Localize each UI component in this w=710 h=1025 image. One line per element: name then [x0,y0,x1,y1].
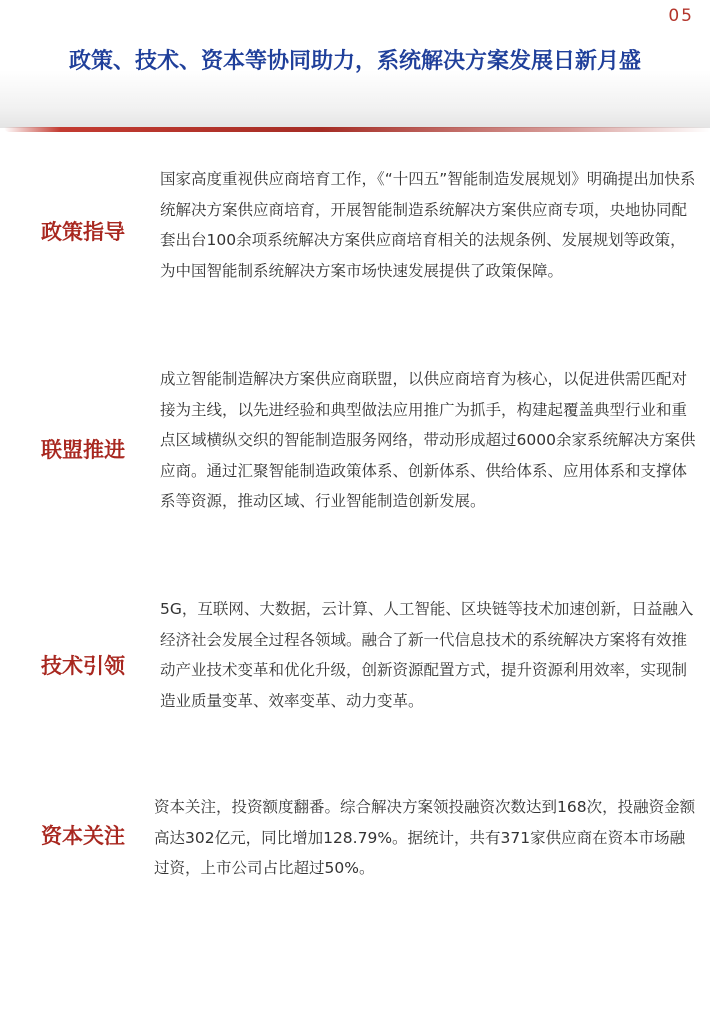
section-body: 资本关注，投资额度翻番。综合解决方案领投融资次数达到168次，投融资金额高达302亿元，同比增加128.79%。据统计，共有371家供应商在资本市场融过资，上市公司占比超过50%。 [154,798,696,877]
section-body: 成立智能制造解决方案供应商联盟，以供应商培育为核心，以促进供需匹配对接为主线，以先进经验和典型做法应用推广为抓手，构建起覆盖典型行业和重点区域横纵交织的智能制造服务网络，带动形成超过6000余家系统解决方案供应商。通过汇聚智能制造政策体系、创新体系、供给体系、应用体系和支撑体系等资源，推动区域、行业智能制造创新发展。 [160,370,696,510]
section-body: 5G，互联网、大数据，云计算、人工智能、区块链等技术加速创新，日益融入经济社会发展全过程各领域。融合了新一代信息技术的系统解决方案将有效推动产业技术变革和优化升级，创新资源配置方式，提升资源利用效率，实现制造业质量变革、效率变革、动力变革。 [160,600,694,710]
section-heading: 联盟推进 [41,438,125,462]
section-heading: 资本关注 [41,824,125,848]
section-heading: 技术引领 [41,654,125,678]
section-body: 国家高度重视供应商培育工作，《“十四五”智能制造发展规划》明确提出加快系统解决方案供应商培育，开展智能制造系统解决方案供应商专项，央地协同配套出台100余项系统解决方案供应商培育相关的法规条例、发展规划等政策，为中国智能制系统解决方案市场快速发展提供了政策保障。 [160,170,696,280]
page-number: 05 [668,6,694,26]
page-title: 政策、技术、资本等协同助力，系统解决方案发展日新月盛 [68,49,641,74]
section-heading: 政策指导 [41,220,125,244]
header-divider [4,127,710,132]
page-header [0,0,710,128]
